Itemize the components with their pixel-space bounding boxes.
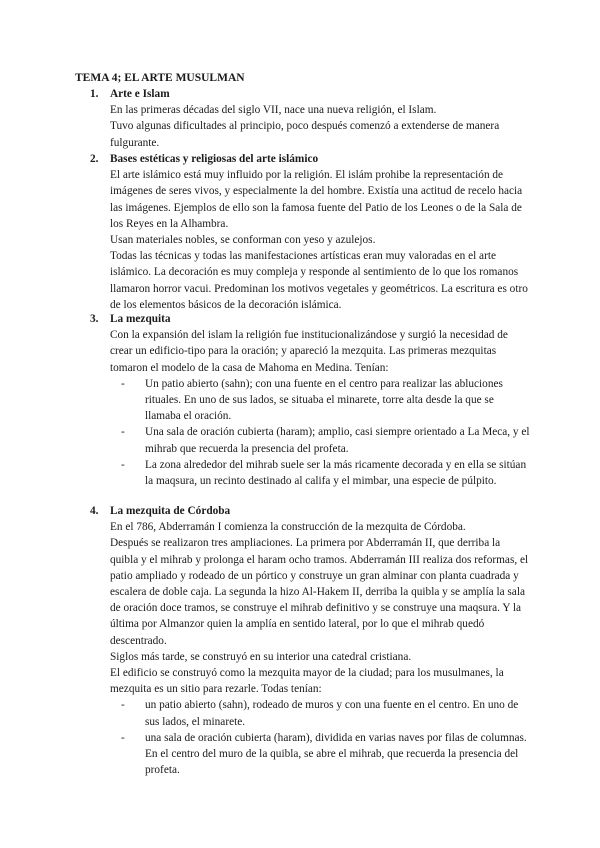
list-item — [110, 697, 530, 729]
section-arte-e-islam — [90, 86, 530, 151]
list-item-text: una sala de oración cubierta (haram), dividida en varias naves por filas de columnas. En el centro del muro de la quibla, se abre el mihrab, que recuerda la presencia del profeta. — [145, 731, 527, 777]
paragraph: Con la expansión del islam la religión fue institucionalizándose y surgió la necesidad de crear un edificio-tipo para la oración; y apareció la mezquita. Las primeras mezquitas tomaron el modelo de la casa de Mahoma en Medina. Tenían: — [110, 329, 508, 374]
list-item — [110, 730, 530, 779]
section-title: Arte e Islam — [110, 88, 170, 100]
section-body — [110, 327, 530, 489]
list-item — [110, 424, 530, 456]
bullet-list — [110, 697, 530, 778]
bullet-marker: - — [121, 731, 125, 744]
section-heading — [90, 86, 530, 102]
paragraph: En las primeras décadas del siglo VII, nace una nueva religión, el Islam. — [110, 104, 437, 117]
bullet-marker: - — [121, 699, 125, 712]
section-heading — [90, 151, 530, 167]
list-item-text: Una sala de oración cubierta (haram); amplio, casi siempre orientado a La Meca, y el mihrab que recuerda la presencia del profeta. — [145, 426, 530, 455]
section-title: La mezquita — [110, 313, 171, 325]
bullet-marker: - — [121, 377, 125, 390]
section-body — [110, 519, 530, 778]
section-body — [110, 167, 530, 313]
section-title: La mezquita de Córdoba — [110, 505, 231, 517]
section-body — [110, 102, 530, 151]
list-item — [110, 376, 530, 425]
paragraph: Todas las técnicas y todas las manifestaciones artísticas eran muy valoradas en el arte islámico. La decoración es muy compleja y responde al sentimiento de lo que los romanos llamaron horror vacui. Predominan los motivos vegetales y geométricos. La escritura es otro de los elementos básicos de la decoración islámica. — [110, 250, 528, 311]
list-item-text: La zona alrededor del mihrab suele ser la más ricamente decorada y en ella se sitúan la maqsura, un recinto destinado al califa y el mimbar, una especie de púlpito. — [145, 458, 527, 488]
bullet-list — [110, 376, 530, 489]
list-item-text: Un patio abierto (sahn); con una fuente en el centro para realizar las abluciones rituales. En uno de sus lados, se situaba el minarete, torre alta desde la que se llamaba el oración. — [145, 377, 503, 423]
section-title: Bases estéticas y religiosas del arte islámico — [110, 153, 319, 165]
paragraph: En el 786, Abderramán I comienza la construcción de la mezquita de Córdoba. — [110, 521, 466, 534]
document-title: TEMA 4; EL ARTE MUSULMAN — [75, 72, 245, 84]
paragraph: Tuvo algunas dificultades al principio, poco después comenzó a extenderse de manera fulgurante. — [110, 120, 500, 149]
paragraph: Después se realizaron tres ampliaciones. La primera por Abderramán II, que derriba la quibla y el mihrab y prolonga el haram ocho tramos. Abderramán III realiza dos reformas, el patio ampliado y rodeado de un pórtico y construye un gran alminar con planta cuadrada y escalera de doble caja. La segunda la hizo Al-Hakem II, derriba la quibla y se amplía la sala de oración doce tramos, se construye el mihrab definitivo y se construye una maqsura. Y la última por Almanzor quien la amplía en sentido lateral, por lo que el mihrab quedó descentrado. — [110, 537, 529, 647]
section-la-mezquita — [90, 311, 530, 489]
section-number: 1. — [90, 88, 99, 100]
list-item — [110, 457, 530, 489]
section-heading — [90, 503, 530, 519]
section-mezquita-de-cordoba — [90, 503, 530, 778]
section-number: 4. — [90, 505, 99, 517]
section-heading — [90, 311, 530, 327]
paragraph: Siglos más tarde, se construyó en su interior una catedral cristiana. — [110, 650, 412, 663]
paragraph: Usan materiales nobles, se conforman con yeso y azulejos. — [110, 234, 376, 247]
section-number: 3. — [90, 313, 99, 325]
paragraph: El edificio se construyó como la mezquita mayor de la ciudad; para los musulmanes, la mezquita es un sitio para rezarle. Todas tenían: — [110, 667, 504, 696]
section-number: 2. — [90, 153, 99, 165]
paragraph: El arte islámico está muy influido por la religión. El islám prohibe la representación de imágenes de seres vivos, y especialmente la del hombre. Existía una actitud de recelo hacia las imágenes. Ejemplos de ello son la famosa fuente del Patio de los Leones o de la Sala de los Reyes en la Alhambra. — [110, 169, 523, 230]
list-item-text: un patio abierto (sahn), rodeado de muros y con una fuente en el centro. En uno de sus lados, el minarete. — [145, 699, 519, 728]
bullet-marker: - — [121, 458, 125, 471]
section-bases-esteticas — [90, 151, 530, 313]
bullet-marker: - — [121, 426, 125, 439]
